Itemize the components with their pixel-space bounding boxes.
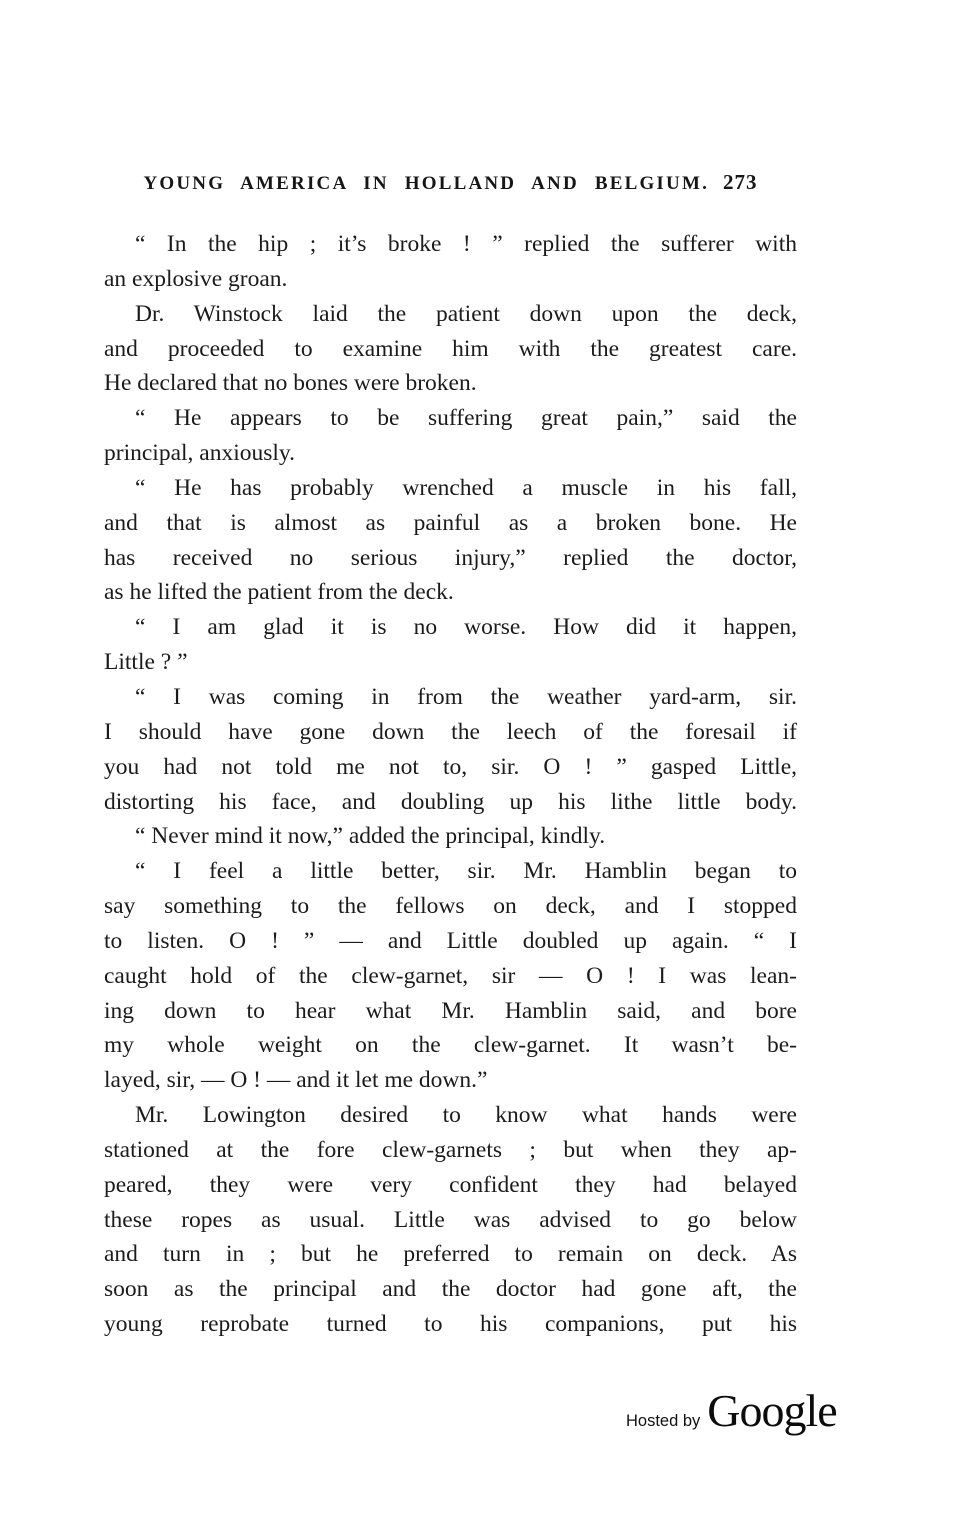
text-line: layed, sir, — O ! — and it let me down.” <box>104 1067 488 1094</box>
page-number: 273 <box>723 170 758 194</box>
text-line: “ Never mind it now,” added the principal, kindly. <box>135 823 606 850</box>
text-line: an explosive groan. <box>104 265 288 292</box>
text-line: “ I am glad it is no worse. How did it happen, <box>135 614 797 641</box>
text-line: caught hold of the clew-garnet, sir — O ! I was lean- <box>104 962 797 989</box>
text-line: “ He appears to be suffering great pain,” said the <box>135 405 797 432</box>
text-line: my whole weight on the clew-garnet. It wasn’t be- <box>104 1032 797 1059</box>
text-line: soon as the principal and the doctor had gone aft, the <box>104 1276 797 1303</box>
running-header <box>104 170 797 195</box>
text-line: has received no serious injury,” replied the doctor, <box>104 544 797 571</box>
text-line: and turn in ; but he preferred to remain on deck. As <box>104 1241 797 1268</box>
text-line: stationed at the fore clew-garnets ; but when they ap- <box>104 1136 797 1163</box>
text-line: and proceeded to examine him with the greatest care. <box>104 335 797 362</box>
text-line: Little ? ” <box>104 649 188 676</box>
text-line: Dr. Winstock laid the patient down upon the deck, <box>135 300 797 327</box>
text-line: “ In the hip ; it’s broke ! ” replied the sufferer with <box>135 231 797 257</box>
text-line: to listen. O ! ” — and Little doubled up again. “ I <box>104 927 797 954</box>
text-line: He declared that no bones were broken. <box>104 370 477 397</box>
text-line: “ I feel a little better, sir. Mr. Hamblin began to <box>135 858 797 885</box>
text-line: you had not told me not to, sir. O ! ” gasped Little, <box>104 753 797 780</box>
text-line: “ I was coming in from the weather yard-arm, sir. <box>135 683 797 710</box>
running-title: YOUNG AMERICA IN HOLLAND AND BELGIUM. <box>143 173 710 194</box>
text-line: these ropes as usual. Little was advised to go below <box>104 1206 797 1233</box>
text-line: young reprobate turned to his companions, put his <box>104 1311 797 1338</box>
text-line: say something to the fellows on deck, and I stopped <box>104 893 797 920</box>
google-logo: Google <box>707 1385 837 1436</box>
text-line: I should have gone down the leech of the foresail if <box>104 718 797 745</box>
hosted-by-label: Hosted by <box>626 1412 701 1430</box>
text-line: as he lifted the patient from the deck. <box>104 579 454 606</box>
text-line: principal, anxiously. <box>104 440 296 467</box>
text-line: and that is almost as painful as a broken bone. He <box>104 509 797 536</box>
text-line: “ He has probably wrenched a muscle in his fall, <box>135 474 797 501</box>
page-body <box>104 227 797 1342</box>
text-line: peared, they were very confident they had belayed <box>104 1171 797 1198</box>
hosted-by-google-watermark <box>626 1384 837 1437</box>
text-line: ing down to hear what Mr. Hamblin said, and bore <box>104 997 797 1024</box>
text-line: distorting his face, and doubling up his lithe little body. <box>104 788 797 815</box>
text-line: Mr. Lowington desired to know what hands were <box>135 1102 797 1129</box>
